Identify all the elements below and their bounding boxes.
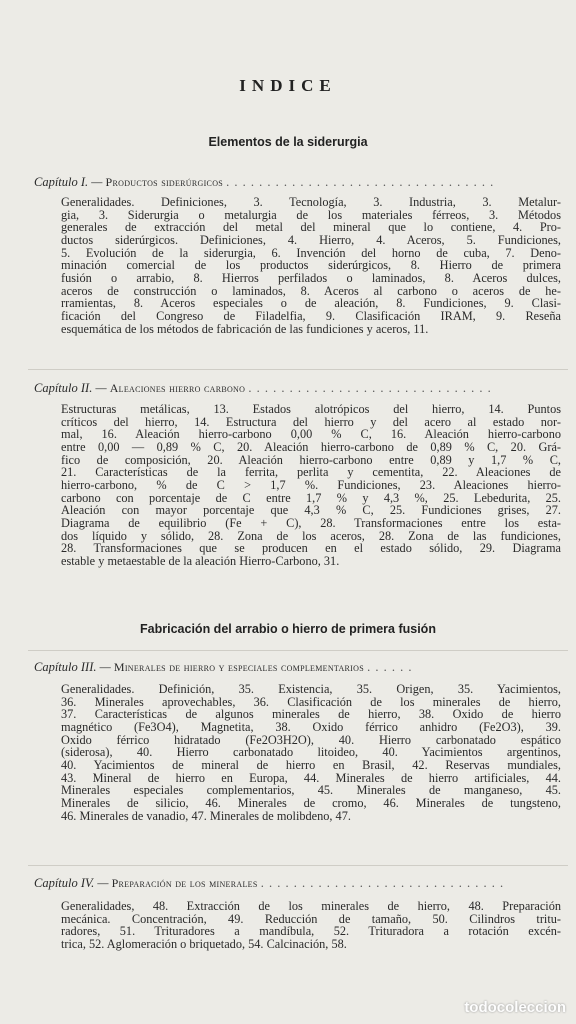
content-line: rramientas, 8. Aceros especiales o de aleación, 8. Fundiciones, 9. Clasi- — [61, 296, 561, 311]
content-line: aceros de construcción o laminados, 8. Aceros al carbono o aceros de he- — [61, 283, 561, 298]
section-heading-2: Fabricación del arrabio o hierro de primera fusión — [140, 622, 436, 636]
content-line: 5. Evolución de la siderurgia, 6. Invención del horno de cuba, 7. Deno- — [61, 245, 561, 260]
chapter-1-heading — [34, 175, 564, 190]
content-line: mal, 16. Aleación hierro-carbono 0,00 % C, 16. Aleación hierro-carbono — [61, 427, 561, 442]
chapter-name: Aleaciones hierro carbono — [109, 381, 246, 395]
content-line: Oxido férrico hidratado (Fe2O3H2O), 40. Hierro carbonatado espático — [61, 732, 561, 747]
content-line: críticos del hierro, 14. Estructura del hierro y del acero al estado nor- — [61, 414, 561, 429]
content-line: carbono con porcentaje de C entre 1,7 % y 4,3 %, 25. Lebedurita, 25. — [61, 490, 561, 505]
content-line: Minerales de silicio, 46. Minerales de cromo, 46. Minerales de tungsteno, — [61, 795, 561, 810]
leader-dots: . . . . . . . . . . . . . . . . . . . . . . . . . . . . . . — [248, 381, 492, 395]
content-line: 21. Características de la ferrita, perlita y cementita, 22. Aleaciones de — [61, 465, 561, 480]
content-line: entre 0,00 — 0,89 % C, 20. Aleación hierro-carbono de 0,89 % C, 20. Grá- — [61, 439, 561, 454]
leader-dots: . . . . . . — [367, 660, 413, 674]
chapter-3-contents — [61, 683, 561, 822]
chapter-2-heading — [34, 381, 564, 396]
content-line: ductos siderúrgicos. Definiciones, 4. Hierro, 4. Aceros, 5. Fundiciones, — [61, 232, 561, 247]
content-line: Estructuras metálicas, 13. Estados alotrópicos del hierro, 14. Puntos — [61, 402, 561, 416]
content-line: Generalidades. Definiciones, 3. Tecnología, 3. Industria, 3. Metalur- — [61, 195, 561, 209]
watermark-logo: todocoleccion — [464, 999, 566, 1016]
chapter-name: Productos siderúrgicos — [105, 175, 224, 189]
section-heading-1: Elementos de la siderurgia — [208, 135, 368, 149]
content-line: Diagrama de equilibrio (Fe + C), 28. Transformaciones entre los esta- — [61, 515, 561, 530]
content-line: trica, 52. Aglomeración o briquetado, 54. Calcinación, 58. — [61, 936, 347, 951]
chapter-3-heading — [34, 660, 564, 675]
content-line: 36. Minerales aprovechables, 36. Clasificación de los minerales de hierro, — [61, 694, 561, 709]
content-line: magnético (Fe3O4), Magnetita, 38. Oxido férrico anhidro (Fe2O3), 39. — [61, 719, 561, 734]
divider — [28, 650, 568, 651]
content-line: ficación del Congreso de Filadelfia, 9. Clasificación IRAM, 9. Reseña — [61, 308, 561, 323]
content-line: Generalidades. Definición, 35. Existencia, 35. Origen, 35. Yacimientos, — [61, 682, 561, 696]
chapter-1-contents — [61, 196, 561, 335]
chapter-name: Preparación de los minerales — [111, 876, 258, 890]
content-line: hierro-carbono, % de C > 1,7 %. Fundiciones, 23. Aleaciones hierro- — [61, 477, 561, 492]
content-line: estable y metaestable de la aleación Hierro-Carbono, 31. — [61, 553, 340, 568]
index-title: INDICE — [239, 76, 337, 95]
chapter-2-contents — [61, 403, 561, 568]
content-line: 37. Características de algunos minerales de hierro, 38. Oxido de hierro — [61, 707, 561, 722]
chapter-label: Capítulo III. — — [34, 660, 111, 674]
chapter-name: Minerales de hierro y especiales complementarios — [113, 660, 364, 674]
content-line: (siderosa), 40. Hierro carbonatado litoideo, 40. Yacimientos argentinos, — [61, 745, 561, 760]
content-line: fico de composición, 20. Aleación hierro-carbono entre 0,89 y 1,7 % C, — [61, 452, 561, 467]
content-line: mecánica. Concentración, 49. Reducción de tamaño, 50. Cilindros tritu- — [61, 911, 561, 926]
content-line: esquemática de los métodos de fabricación de las fundiciones y aceros, 11. — [61, 321, 429, 336]
leader-dots: . . . . . . . . . . . . . . . . . . . . . . . . . . . . . . — [260, 876, 505, 890]
content-line: 40. Yacimientos de mineral de hierro en Brasil, 42. Reservas mundiales, — [61, 757, 561, 772]
content-line: fusión o arrabio, 8. Hierros perfilados o laminados, 8. Aceros dulces, — [61, 270, 561, 285]
content-line: Minerales especiales complementarios, 45. Minerales de manganeso, 45. — [61, 783, 561, 798]
divider — [28, 369, 568, 370]
content-line: radores, 51. Trituradores a mandíbula, 52. Trituradora a rotación excén- — [61, 924, 561, 939]
chapter-label: Capítulo IV. — — [34, 876, 109, 890]
content-line: Generalidades, 48. Extracción de los minerales de hierro, 48. Preparación — [61, 899, 561, 913]
content-line: 46. Minerales de vanadio, 47. Minerales de molibdeno, 47. — [61, 808, 351, 823]
chapter-4-heading — [34, 876, 564, 891]
divider — [28, 865, 568, 866]
content-line: 43. Mineral de hierro en Europa, 44. Minerales de hierro artificiales, 44. — [61, 770, 561, 785]
content-line: 28. Transformaciones que se producen en el estado sólido, 29. Diagrama — [61, 541, 561, 556]
chapter-label: Capítulo II. — — [34, 381, 107, 395]
content-line: generales de extracción del metal del mineral que lo contiene, 4. Pro- — [61, 220, 561, 235]
content-line: gia, 3. Siderurgia o metalurgia de los materiales férreos, 3. Métodos — [61, 207, 561, 222]
content-line: minación comercial de los productos siderúrgicos, 8. Hierro de primera — [61, 258, 561, 273]
chapter-4-contents — [61, 900, 561, 951]
chapter-label: Capítulo I. — — [34, 175, 103, 189]
leader-dots: . . . . . . . . . . . . . . . . . . . . . . . . . . . . . . . . . — [226, 175, 495, 189]
content-line: dos líquido y sólido, 28. Zona de los aceros, 28. Zona de las fundiciones, — [61, 528, 561, 543]
content-line: Aleación con mayor porcentaje que 4,3 % C, 25. Fundiciones grises, 27. — [61, 503, 561, 518]
